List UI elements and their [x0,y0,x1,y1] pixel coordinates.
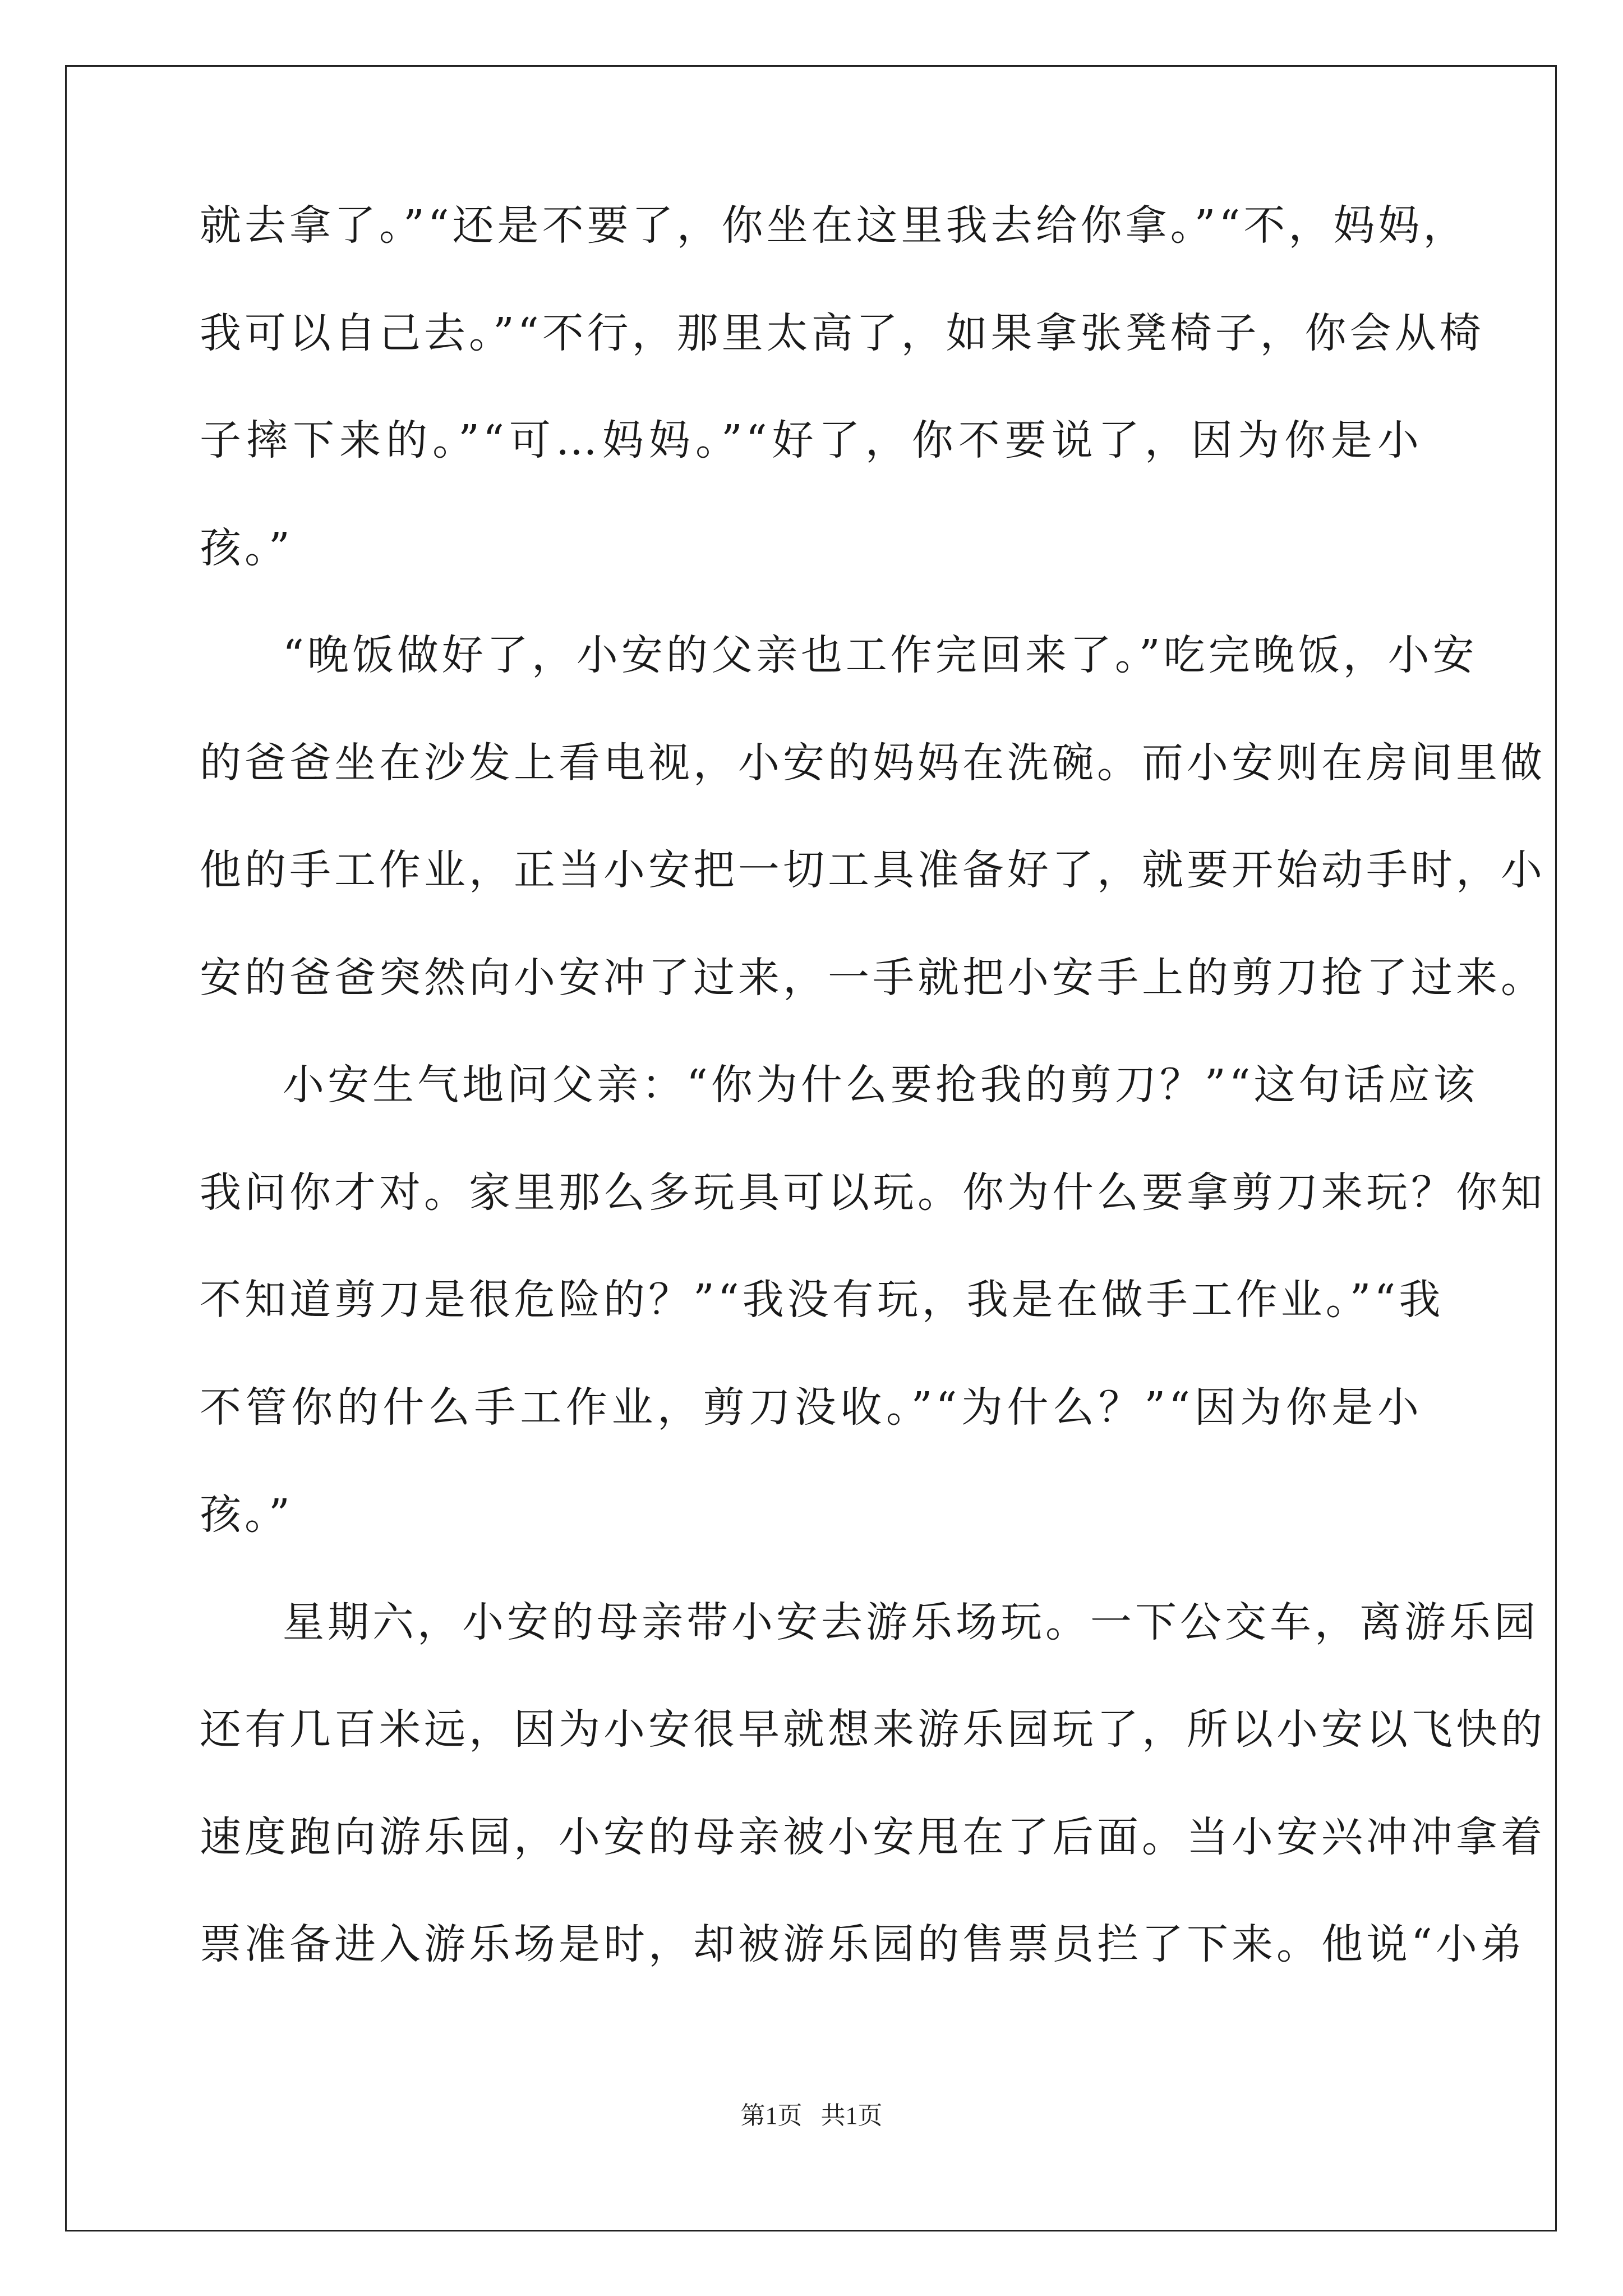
text-line: 不管你的什么手工作业，剪刀没收。”“为什么？”“因为你是小 [200,1383,1422,1432]
text-line: 安的爸爸突然向小安冲了过来，一手就把小安手上的剪刀抢了过来。 [200,953,1546,1002]
text-line: 他的手工作业，正当小安把一切工具准备好了，就要开始动手时，小 [200,846,1546,894]
document-body [200,199,1546,2026]
text-line: 不知道剪刀是很危险的？”“我没有玩，我是在做手工作业。”“我 [200,1276,1444,1324]
text-line: 孩。” [200,523,293,572]
paragraph-first-line: 小安生气地问父亲：“你为什么要抢我的剪刀？”“这句话应该 [283,1061,1478,1109]
paragraph-first-line: 星期六，小安的母亲带小安去游乐场玩。一下公交车，离游乐园 [283,1598,1539,1646]
text-line: 子摔下来的。”“可…妈妈。”“好了，你不要说了，因为你是小 [200,416,1422,464]
text-line: 我问你才对。家里那么多玩具可以玩。你为什么要拿剪刀来玩？你知 [200,1168,1546,1217]
text-line: 我可以自己去。”“不行，那里太高了，如果拿张凳椅子，你会从椅 [200,309,1484,357]
text-line: 票准备进入游乐场是时，却被游乐园的售票员拦了下来。他说“小弟 [200,1920,1525,1968]
text-line: 就去拿了。”“还是不要了，你坐在这里我去给你拿。”“不，妈妈， [200,201,1468,250]
page-footer: 第1页 共1页 [740,2102,883,2129]
text-line: 速度跑向游乐园，小安的母亲被小安甩在了后面。当小安兴冲冲拿着 [200,1812,1546,1861]
text-line: 还有几百米远，因为小安很早就想来游乐园玩了，所以小安以飞快的 [200,1705,1546,1754]
text-line: 孩。” [200,1490,293,1539]
text-line: 的爸爸坐在沙发上看电视，小安的妈妈在洗碗。而小安则在房间里做 [200,738,1546,787]
paragraph-first-line: “晚饭做好了，小安的父亲也工作完回来了。”吃完晚饭，小安 [283,631,1478,679]
